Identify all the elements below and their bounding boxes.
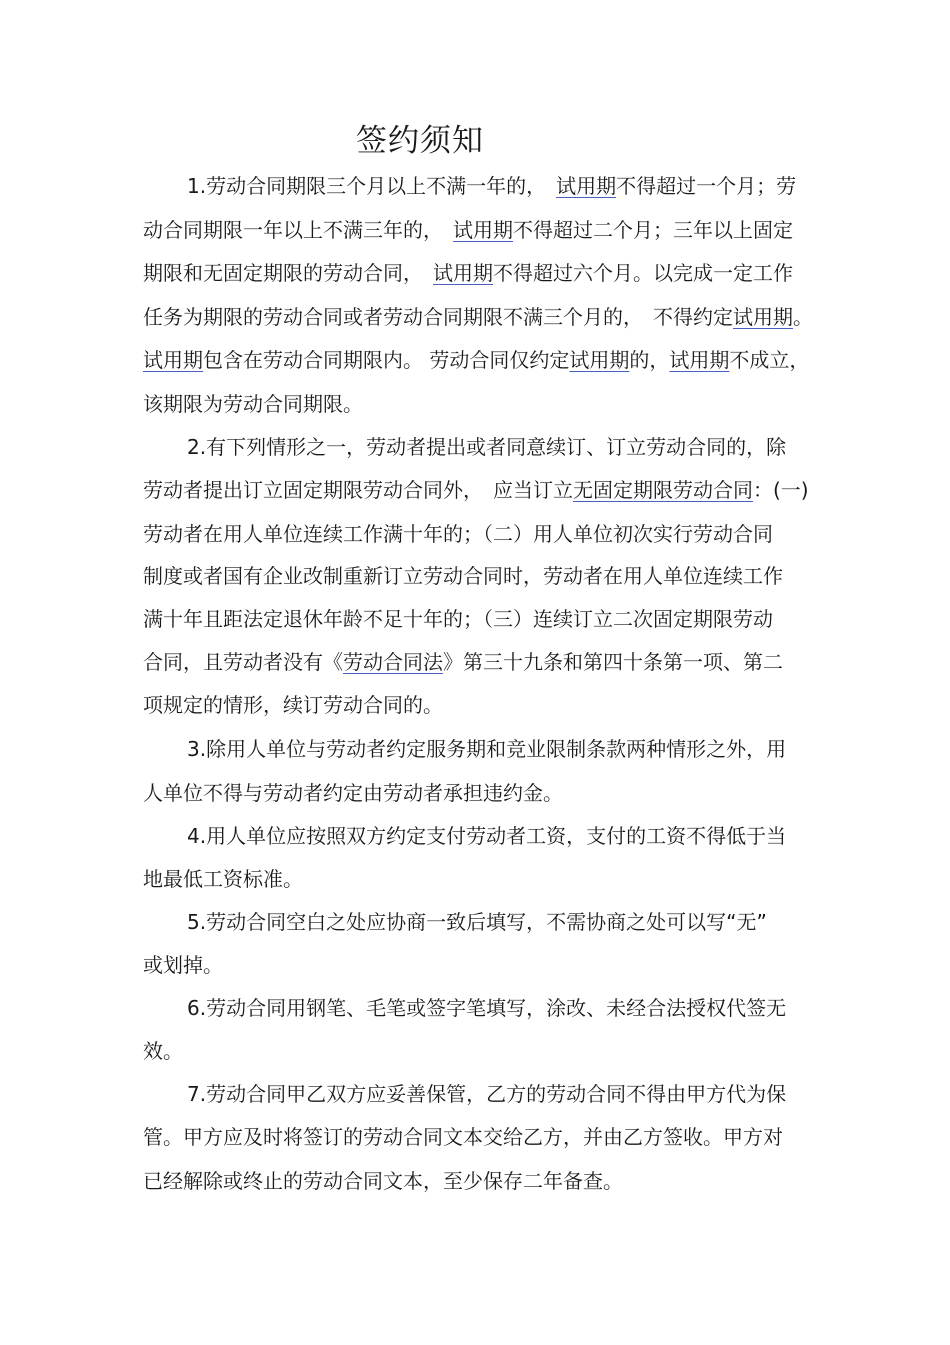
- text-segment: 制度或者国有企业改制重新订立劳动合同时，劳动者在用人单位连续工作: [143, 564, 783, 588]
- text-segment: 2.有下列情形之一，劳动者提出或者同意续订、订立劳动合同的，除: [187, 435, 787, 459]
- text-segment: [413, 261, 433, 285]
- text-segment: 1.劳动合同期限三个月以上不满一年的，: [187, 174, 537, 198]
- text-line: [143, 648, 783, 676]
- text-line: [143, 520, 773, 548]
- text-segment: 合同，且劳动者没有《: [143, 650, 343, 674]
- underlined-term: 试用期: [556, 174, 617, 198]
- text-line: [143, 1037, 183, 1065]
- text-segment: 不成立，: [729, 348, 810, 372]
- page-title: 签约须知: [356, 123, 484, 159]
- text-segment: 劳动合同仅约定: [429, 348, 570, 372]
- text-segment: 不得超过一个月；劳: [616, 174, 797, 198]
- text-line: [143, 1167, 623, 1195]
- text-segment: 期限和无固定期限的劳动合同，: [143, 261, 413, 285]
- text-line: [143, 390, 363, 418]
- text-segment: 效。: [143, 1039, 183, 1063]
- text-line: [143, 865, 303, 893]
- text-segment: 满十年且距法定退休年龄不足十年的；（三）连续订立二次固定期限劳动: [143, 607, 773, 631]
- text-segment: 该期限为劳动合同期限。: [143, 392, 363, 416]
- text-segment: 劳动者提出订立固定期限劳动合同外，: [143, 478, 473, 502]
- text-line: [143, 1123, 783, 1151]
- underlined-term: 试用期: [569, 348, 630, 372]
- text-segment: 人单位不得与劳动者约定由劳动者承担违约金。: [143, 781, 563, 805]
- text-segment: 任务为期限的劳动合同或者劳动合同期限不满三个月的，: [143, 305, 633, 329]
- text-line: [143, 346, 809, 374]
- text-line: [187, 822, 786, 850]
- underlined-term: 试用期: [143, 348, 203, 372]
- text-segment: 应当订立: [493, 478, 573, 502]
- text-segment: [433, 218, 453, 242]
- text-line: [143, 691, 443, 719]
- text-segment: [536, 174, 556, 198]
- text-segment: 7.劳动合同甲乙双方应妥善保管，乙方的劳动合同不得由甲方代为保: [187, 1082, 787, 1106]
- underlined-term: 无固定期限劳动合同: [573, 478, 753, 502]
- text-segment: 4.用人单位应按照双方约定支付劳动者工资，支付的工资不得低于当: [187, 824, 787, 848]
- text-segment: [473, 478, 493, 502]
- text-segment: 劳动者在用人单位连续工作满十年的；（二）用人单位初次实行劳动合同: [143, 522, 773, 546]
- text-segment: 或划掉。: [143, 953, 223, 977]
- text-segment: 》第三十九条和第四十条第一项、第二: [443, 650, 783, 674]
- text-line: [187, 908, 767, 936]
- text-segment: 。: [793, 305, 813, 329]
- text-segment: 已经解除或终止的劳动合同文本，至少保存二年备查。: [143, 1169, 623, 1193]
- text-line: [143, 476, 809, 504]
- text-line: [143, 779, 563, 807]
- text-line: [143, 259, 793, 287]
- text-line: [143, 303, 813, 331]
- underlined-term: 试用期: [669, 348, 730, 372]
- text-segment: 地最低工资标准。: [143, 867, 303, 891]
- text-segment: 不得超过六个月。以完成一定工作: [493, 261, 793, 285]
- text-segment: 不得约定: [653, 305, 733, 329]
- text-segment: [633, 305, 653, 329]
- text-line: [143, 605, 773, 633]
- text-line: [187, 433, 786, 461]
- underlined-term: 劳动合同法: [343, 650, 443, 674]
- underlined-term: 试用期: [733, 305, 793, 329]
- text-segment: 5.劳动合同空白之处应协商一致后填写，不需协商之处可以写“无”: [187, 910, 767, 934]
- text-segment: 的，: [629, 348, 670, 372]
- text-line: [143, 216, 793, 244]
- text-segment: 3.除用人单位与劳动者约定服务期和竞业限制条款两种情形之外，用: [187, 737, 787, 761]
- text-line: [187, 994, 786, 1022]
- text-segment: 管。甲方应及时将签订的劳动合同文本交给乙方，并由乙方签收。甲方对: [143, 1125, 783, 1149]
- text-segment: ：(一): [753, 478, 809, 502]
- text-line: [143, 562, 783, 590]
- text-line: [187, 172, 796, 200]
- text-segment: 不得超过二个月；三年以上固定: [513, 218, 793, 242]
- text-segment: 项规定的情形，续订劳动合同的。: [143, 693, 443, 717]
- text-segment: 动合同期限一年以上不满三年的，: [143, 218, 433, 242]
- underlined-term: 试用期: [433, 261, 493, 285]
- text-line: [187, 1080, 786, 1108]
- text-segment: 6.劳动合同用钢笔、毛笔或签字笔填写，涂改、未经合法授权代签无: [187, 996, 787, 1020]
- underlined-term: 试用期: [453, 218, 513, 242]
- text-line: [187, 735, 786, 763]
- text-segment: 包含在劳动合同期限内。: [203, 348, 423, 372]
- text-line: [143, 951, 223, 979]
